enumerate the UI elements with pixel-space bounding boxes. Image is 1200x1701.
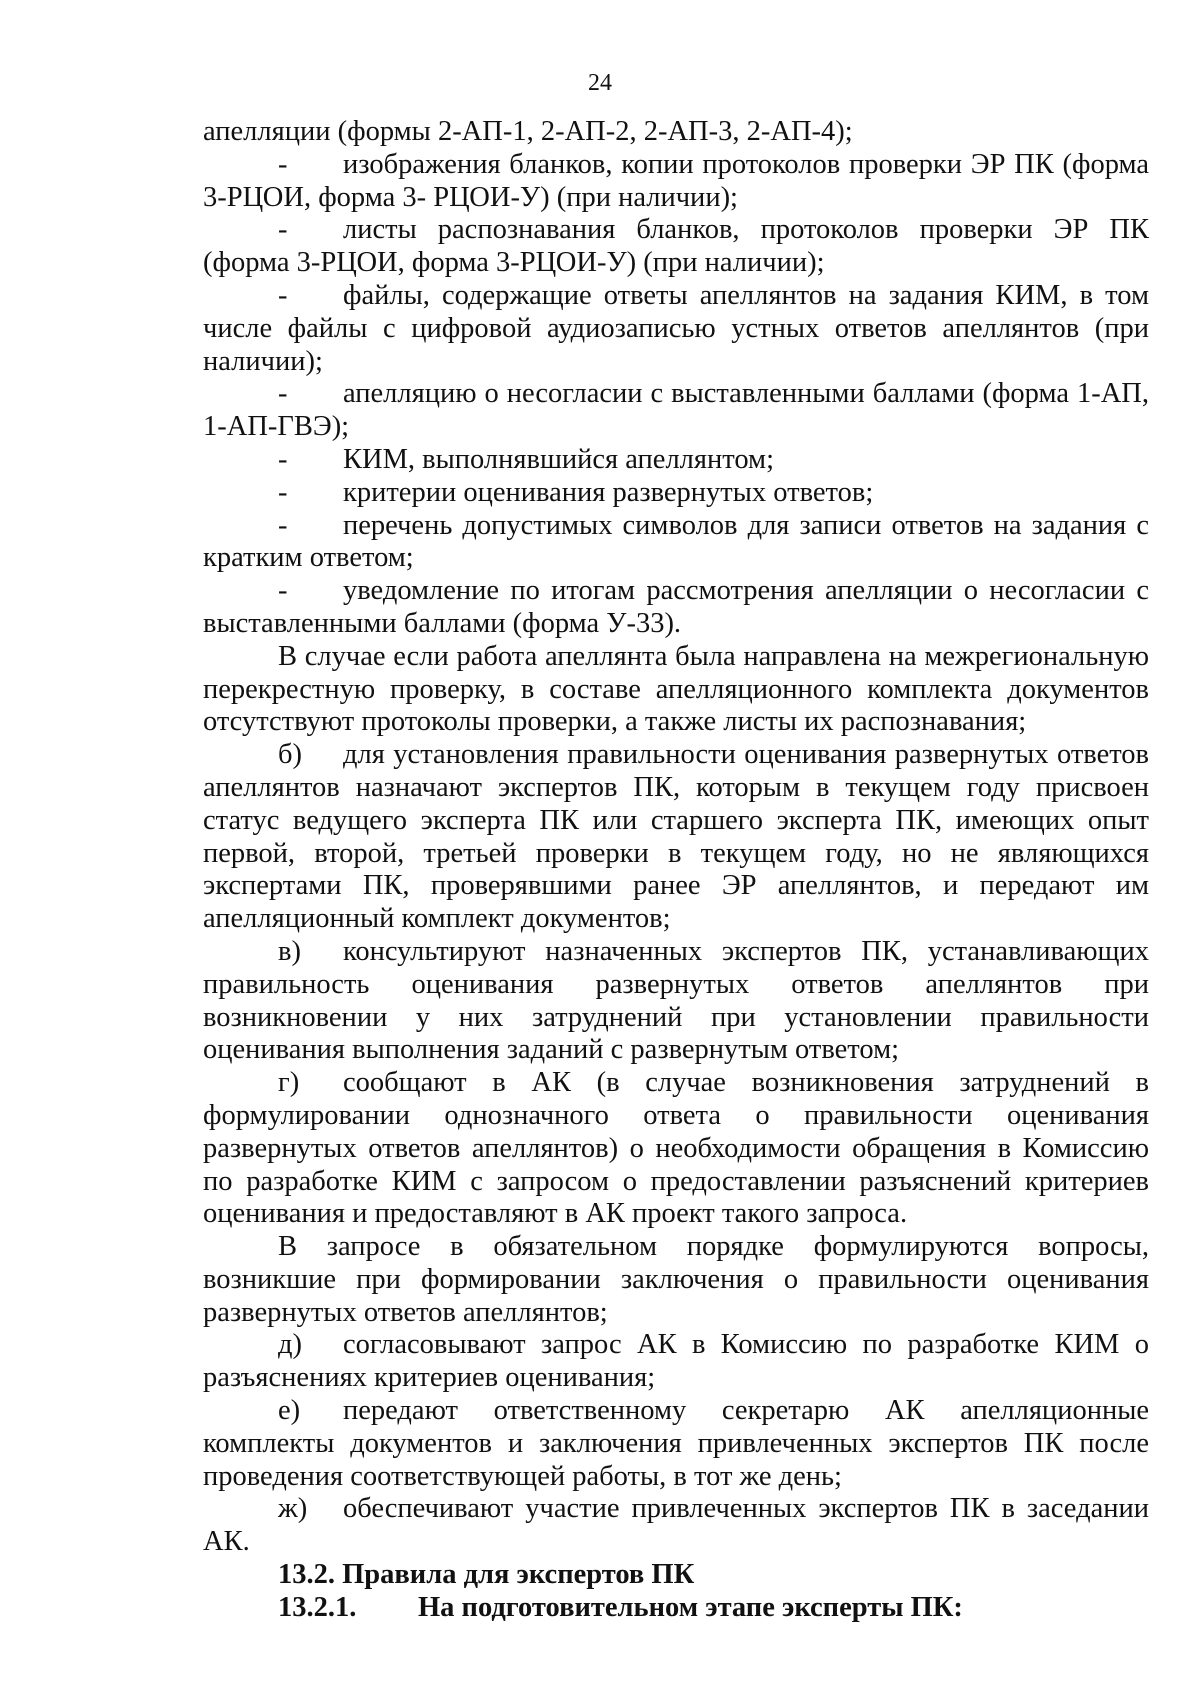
list-item xyxy=(203,477,1149,510)
list-item-text: перечень допустимых символов для записи ответов на задания с кратким ответом; xyxy=(203,509,1149,574)
cross-check-paragraph: В случае если работа апеллянта была направлена на межрегиональную перекрестную проверку, в составе апелляционного комплекта документов отсутствуют протоколы проверки, а также листы их распознавания; xyxy=(203,640,1149,738)
continuation-line: апелляции (формы 2-АП-1, 2-АП-2, 2-АП-3, 2-АП-4); xyxy=(203,116,853,147)
list-dash: - xyxy=(278,148,288,180)
list-dash: - xyxy=(278,214,288,246)
list-dash: - xyxy=(278,279,288,311)
subsection-number: 13.2.1. xyxy=(278,1591,357,1623)
item-text: сообщают в АК (в случае возникновения затруднений в формулировании однозначного ответа о правильности оценивания развернутых ответов апеллянтов) о необходимости обращения в Комиссию по разработке КИМ с запросом о предоставлении разъяснений критериев оценивания и предоставляют в АК проект такого запроса. xyxy=(203,1067,1149,1230)
list-item xyxy=(203,575,1149,641)
item-b xyxy=(203,739,1149,936)
item-text: для установления правильности оценивания развернутых ответов апеллянтов назначают экспертов ПК, которым в текущем году присвоен статус ведущего эксперта ПК или старшего эксперта ПК, имеющих опыт первой, второй, третьей проверки в текущем году, но не являющихся экспертами ПК, проверявшими ранее ЭР апеллянтов, и передают им апелляционный комплект документов; xyxy=(203,739,1149,935)
list-item-text: изображения бланков, копии протоколов проверки ЭР ПК (форма 3-РЦОИ, форма 3- РЦОИ-У) (при наличии); xyxy=(203,148,1149,213)
page-number: 24 xyxy=(588,70,612,96)
list-item xyxy=(203,214,1149,280)
item-letter: в) xyxy=(278,935,301,967)
request-paragraph: В запросе в обязательном порядке формулируются вопросы, возникшие при формировании заключения о правильности оценивания развернутых ответов апеллянтов; xyxy=(203,1231,1149,1328)
list-item-text: апелляцию о несогласии с выставленными баллами (форма 1-АП, 1-АП-ГВЭ); xyxy=(203,378,1149,443)
item-letter: б) xyxy=(278,739,302,771)
list-item xyxy=(203,149,1149,215)
list-item xyxy=(203,444,1149,477)
list-item-text: листы распознавания бланков, протоколов проверки ЭР ПК (форма 3-РЦОИ, форма 3-РЦОИ-У) (при наличии); xyxy=(203,214,1149,279)
subsection-heading xyxy=(203,1592,1149,1625)
item-zh xyxy=(203,1493,1149,1559)
item-d xyxy=(203,1329,1149,1395)
item-e xyxy=(203,1395,1149,1493)
list-dash: - xyxy=(278,443,288,475)
item-letter: г) xyxy=(278,1067,300,1099)
document-list xyxy=(203,149,1149,641)
item-g xyxy=(203,1067,1149,1231)
list-dash: - xyxy=(278,575,288,607)
item-text: обеспечивают участие привлеченных экспертов ПК в заседании АК. xyxy=(203,1493,1149,1558)
list-dash: - xyxy=(278,509,288,541)
item-letter: ж) xyxy=(278,1493,308,1525)
item-letter: е) xyxy=(278,1395,301,1427)
list-item-text: файлы, содержащие ответы апеллянтов на задания КИМ, в том числе файлы с цифровой аудиозаписью устных ответов апеллянтов (при наличии); xyxy=(203,279,1149,377)
subsection-title: На подготовительном этапе эксперты ПК: xyxy=(418,1591,963,1623)
item-text: согласовывают запрос АК в Комиссию по разработке КИМ о разъяснениях критериев оценивания; xyxy=(203,1329,1149,1394)
document-body xyxy=(203,116,1149,1625)
list-item-text: критерии оценивания развернутых ответов; xyxy=(343,476,874,508)
list-item-text: уведомление по итогам рассмотрения апелляции о несогласии с выставленными баллами (форма У-33). xyxy=(203,575,1149,639)
list-dash: - xyxy=(278,378,288,410)
item-letter: д) xyxy=(278,1329,302,1361)
list-item xyxy=(203,510,1149,576)
item-text: консультируют назначенных экспертов ПК, устанавливающих правильность оценивания развернутых ответов апеллянтов при возникновении у них затруднений при установлении правильности оценивания выполнения заданий с развернутым ответом; xyxy=(203,935,1149,1066)
list-item-text: КИМ, выполнявшийся апеллянтом; xyxy=(343,443,775,475)
item-v xyxy=(203,936,1149,1067)
list-item xyxy=(203,378,1149,444)
list-dash: - xyxy=(278,476,288,508)
list-item xyxy=(203,280,1149,378)
item-text: передают ответственному секретарю АК апелляционные комплекты документов и заключения привлеченных экспертов ПК после проведения соответствующей работы, в тот же день; xyxy=(203,1395,1149,1492)
section-heading: 13.2. Правила для экспертов ПК xyxy=(278,1559,695,1591)
